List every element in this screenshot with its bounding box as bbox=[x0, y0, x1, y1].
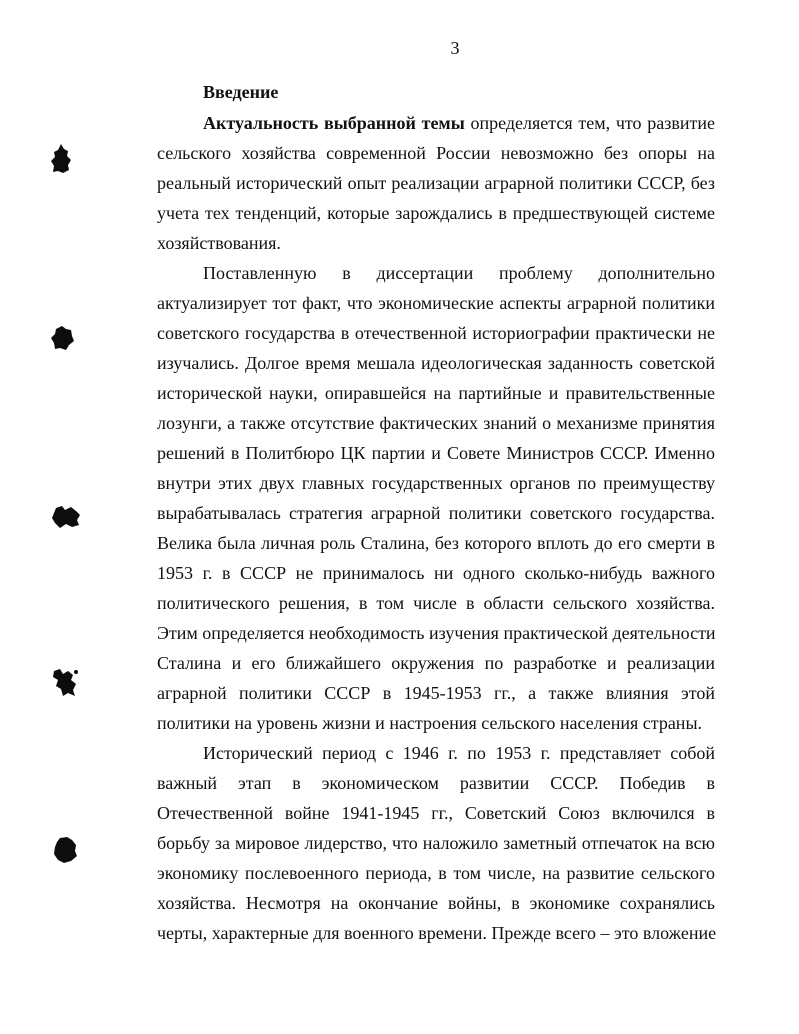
text-line: изучались. Долгое время мешала идеологическая заданность советской bbox=[157, 353, 715, 373]
text-line: Сталина и его ближайшего окружения по разработке и реализации bbox=[157, 653, 715, 673]
text-line: вырабатывалась стратегия аграрной политики советского государства. bbox=[157, 503, 715, 523]
bold-lead-phrase: Актуальность выбранной темы bbox=[203, 113, 465, 133]
text-line-rest: определяется тем, что развитие bbox=[464, 113, 715, 133]
section-heading: Введение bbox=[203, 82, 279, 102]
text-line: Поставленную в диссертации проблему дополнительно bbox=[203, 263, 715, 283]
text-line bbox=[203, 108, 715, 138]
page-number: 3 bbox=[450, 38, 460, 58]
text-line: советского государства в отечественной историографии практически не bbox=[157, 323, 715, 343]
ink-blot-icon bbox=[52, 836, 78, 864]
text-line: Исторический период с 1946 г. по 1953 г. представляет собой bbox=[203, 743, 715, 763]
text-line: экономику послевоенного периода, в том числе, на развитие сельского bbox=[157, 863, 715, 883]
text-line: 1953 г. в СССР не принималось ни одного сколько-нибудь важного bbox=[157, 563, 715, 583]
text-line: актуализирует тот факт, что экономические аспекты аграрной политики bbox=[157, 293, 715, 313]
text-line: Этим определяется необходимость изучения практической деятельности bbox=[157, 623, 716, 643]
text-line: учета тех тенденций, которые зарождались в предшествующей системе bbox=[157, 203, 715, 223]
text-line: хозяйства. Несмотря на окончание войны, в экономике сохранялись bbox=[157, 893, 715, 913]
ink-blot-icon bbox=[48, 143, 74, 175]
text-line: борьбу за мировое лидерство, что наложило заметный отпечаток на всю bbox=[157, 833, 715, 853]
text-line: хозяйствования. bbox=[157, 233, 281, 253]
text-line: решений в Политбюро ЦК партии и Совете Министров СССР. Именно bbox=[157, 443, 715, 463]
text-line: Велика была личная роль Сталина, без которого вплоть до его смерти в bbox=[157, 533, 715, 553]
text-line: политического решения, в том числе в области сельского хозяйства. bbox=[157, 593, 715, 613]
text-line: реальный исторический опыт реализации аграрной политики СССР, без bbox=[157, 173, 715, 193]
text-line: внутри этих двух главных государственных органов по преимуществу bbox=[157, 473, 715, 493]
ink-blot-icon bbox=[50, 504, 82, 530]
text-line: политики на уровень жизни и настроения сельского населения страны. bbox=[157, 713, 703, 733]
ink-blot-icon bbox=[50, 666, 80, 698]
text-line: Отечественной войне 1941-1945 гг., Советский Союз включился в bbox=[157, 803, 715, 823]
text-line: сельского хозяйства современной России невозможно без опоры на bbox=[157, 143, 715, 163]
text-line: аграрной политики СССР в 1945-1953 гг., а также влияния этой bbox=[157, 683, 715, 703]
text-line: лозунги, а также отсутствие фактических знаний о механизме принятия bbox=[157, 413, 715, 433]
text-line: исторической науки, опиравшейся на партийные и правительственные bbox=[157, 383, 715, 403]
text-line: черты, характерные для военного времени. Прежде всего – это вложение bbox=[157, 923, 717, 943]
ink-blot-icon bbox=[50, 324, 76, 352]
text-line: важный этап в экономическом развитии СССР. Победив в bbox=[157, 773, 715, 793]
